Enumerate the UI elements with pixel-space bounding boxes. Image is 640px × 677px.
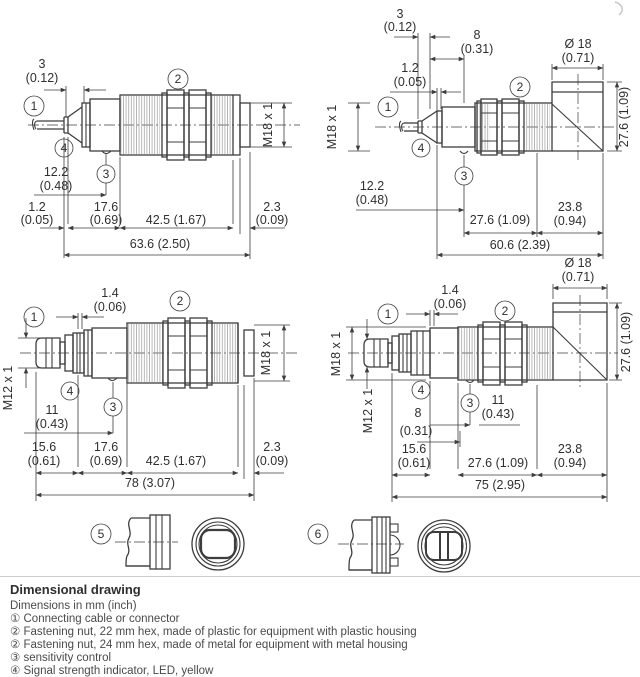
sensor-drawing-straight-cable xyxy=(0,0,320,255)
connector-thread-label: M12 x 1 xyxy=(361,388,375,434)
thread-size-label: M18 x 1 xyxy=(329,331,343,377)
dim-2-3-label: 2.3 xyxy=(263,200,281,214)
callout-2-marker xyxy=(510,77,530,97)
legend-unit-note: Dimensions in mm (inch) xyxy=(10,600,137,612)
callout-5: 5 xyxy=(97,527,105,541)
dim-8-inch-label: (0.31) xyxy=(399,424,433,438)
sensor-drawing-straight-connector xyxy=(0,255,320,500)
dim-15-6-inch-label: (0.61) xyxy=(397,456,431,470)
callout-1-marker xyxy=(24,96,44,116)
callout-6-marker xyxy=(308,524,328,544)
dim-8-label: 8 xyxy=(473,28,481,42)
legend-item-sensitivity-control: ③ sensitivity control xyxy=(10,652,112,664)
sensitivity-control-bump xyxy=(460,151,468,154)
thread-size-label: M18 x 1 xyxy=(261,102,275,148)
connector-thread-label: M12 x 1 xyxy=(1,365,15,411)
callout-4-marker xyxy=(61,382,79,400)
dim-1-4-label: 1.4 xyxy=(441,283,459,297)
callout-4: 4 xyxy=(66,384,74,398)
dim-42-5-label: 42.5 (1.67) xyxy=(145,213,207,227)
dim-12-2-label: 12.2 xyxy=(43,165,69,179)
callout-1: 1 xyxy=(384,307,392,321)
dim-total-label: 75 (2.95) xyxy=(474,478,526,492)
dim-12-2-inch-label: (0.48) xyxy=(355,193,389,207)
dim-1-4-inch-label: (0.06) xyxy=(433,297,467,311)
front-cap-detail-views xyxy=(0,500,640,576)
dimensions xyxy=(1,286,290,501)
callout-1-marker xyxy=(378,97,398,117)
callout-6: 6 xyxy=(314,527,322,541)
callout-2: 2 xyxy=(176,294,184,308)
dim-27-6-label: 27.6 (1.09) xyxy=(467,456,529,470)
dim-head-height-label: 27.6 (1.09) xyxy=(617,86,631,148)
dim-1-4-label: 1.4 xyxy=(101,286,119,300)
callout-1-marker xyxy=(24,307,44,327)
dim-1-2-label: 1.2 xyxy=(401,61,419,75)
callout-3: 3 xyxy=(102,167,110,181)
angled-head xyxy=(552,82,603,151)
callout-4-marker xyxy=(412,381,430,399)
dim-15-6-label: 15.6 xyxy=(401,442,427,456)
dim-1-2-inch-label: (0.05) xyxy=(20,213,54,227)
plastic-cap-front-view xyxy=(192,518,244,570)
page-curl-artifact xyxy=(615,2,622,15)
callout-2-marker xyxy=(168,69,188,89)
callout-1: 1 xyxy=(30,99,38,113)
callout-4: 4 xyxy=(417,141,425,155)
callout-3-marker xyxy=(97,153,115,195)
dim-3-label: 3 xyxy=(38,57,46,71)
callout-1: 1 xyxy=(384,100,392,114)
dim-17-6-inch-label: (0.69) xyxy=(89,213,123,227)
callout-4-marker xyxy=(412,139,430,157)
callout-4: 4 xyxy=(417,383,425,397)
dim-2-3-inch-label: (0.09) xyxy=(255,454,289,468)
dim-3-inch-label: (0.12) xyxy=(383,20,417,34)
metal-cap-front-view xyxy=(418,520,470,572)
legend-item-nut-plastic: ② Fastening nut, 22 mm hex, made of plastic for equipment with plastic housing xyxy=(10,626,417,638)
lens-window xyxy=(426,532,462,560)
dim-3-label: 3 xyxy=(396,7,404,21)
dim-dia-label: Ø 18 xyxy=(564,37,592,51)
dim-1-2-label: 1.2 xyxy=(28,200,46,214)
dim-11-label: 11 xyxy=(45,403,59,417)
dim-27-6-label: 27.6 (1.09) xyxy=(469,213,531,227)
dim-dia-inch-label: (0.71) xyxy=(561,51,595,65)
dim-23-8-inch-label: (0.94) xyxy=(553,456,587,470)
plastic-cap-side-view xyxy=(115,515,178,569)
window-divider-bar xyxy=(440,532,448,560)
callout-3-marker xyxy=(461,384,479,425)
dim-8-label: 8 xyxy=(414,406,422,420)
dim-8-inch-label: (0.31) xyxy=(460,42,494,56)
dim-42-5-label: 42.5 (1.67) xyxy=(145,454,207,468)
legend-item-nut-metal: ② Fastening nut, 24 mm hex, made of metal for equipment with metal housing xyxy=(10,639,408,651)
thread-size-label: M18 x 1 xyxy=(259,330,273,376)
sensor-body xyxy=(364,303,607,385)
dim-2-3-label: 2.3 xyxy=(263,440,281,454)
dim-2-3-inch-label: (0.09) xyxy=(255,213,289,227)
dim-23-8-label: 23.8 xyxy=(557,442,583,456)
legend-section xyxy=(0,576,640,677)
thread-size-label: M18 x 1 xyxy=(325,104,339,150)
dim-dia-inch-label: (0.71) xyxy=(561,270,595,284)
dim-17-6-label: 17.6 xyxy=(93,200,119,214)
dim-head-height-label: 27.6 (1.09) xyxy=(619,311,633,373)
legend-title: Dimensional drawing xyxy=(10,582,141,597)
dim-1-4-inch-label: (0.06) xyxy=(93,300,127,314)
dim-1-2-inch-label: (0.05) xyxy=(393,75,427,89)
dim-23-8-label: 23.8 xyxy=(557,200,583,214)
dim-17-6-inch-label: (0.69) xyxy=(89,454,123,468)
dim-11-inch-label: (0.43) xyxy=(481,407,515,421)
dim-12-2-inch-label: (0.48) xyxy=(39,179,73,193)
dimensions xyxy=(329,256,633,502)
lens-window xyxy=(201,530,235,558)
callout-2: 2 xyxy=(501,304,509,318)
sensor-drawing-angled-connector xyxy=(320,255,640,505)
fastening-nut-2 xyxy=(505,322,522,385)
callout-4: 4 xyxy=(60,141,68,155)
callout-3: 3 xyxy=(466,396,474,410)
dim-17-6-label: 17.6 xyxy=(93,440,119,454)
callout-2-marker xyxy=(170,291,190,311)
callout-2-marker xyxy=(495,301,515,321)
callout-1: 1 xyxy=(30,310,38,324)
mirror-diagonal xyxy=(552,104,603,151)
metal-cap-side-view xyxy=(338,517,404,573)
fastening-nut-1 xyxy=(483,322,500,385)
dim-total-label: 63.6 (2.50) xyxy=(129,237,191,251)
sensor-drawing-angled-cable xyxy=(320,0,640,255)
legend-item-connecting-cable: ① Connecting cable or connector xyxy=(10,613,180,625)
dim-11-inch-label: (0.43) xyxy=(35,417,69,431)
dim-11-label: 11 xyxy=(491,393,505,407)
legend-item-signal-strength-led: ④ Signal strength indicator, LED, yellow xyxy=(10,665,214,677)
dimensions xyxy=(21,57,292,259)
callout-3: 3 xyxy=(109,400,117,414)
callout-2: 2 xyxy=(174,72,182,86)
callout-3: 3 xyxy=(460,169,468,183)
callout-1-marker xyxy=(378,304,398,324)
callout-5-marker xyxy=(91,524,111,544)
dim-15-6-label: 15.6 xyxy=(31,440,57,454)
dim-3-inch-label: (0.12) xyxy=(25,71,59,85)
dim-dia-label: Ø 18 xyxy=(564,256,592,270)
dim-23-8-inch-label: (0.94) xyxy=(553,214,587,228)
dim-total-label: 78 (3.07) xyxy=(124,476,176,490)
dim-12-2-label: 12.2 xyxy=(359,179,385,193)
dim-15-6-inch-label: (0.61) xyxy=(27,454,61,468)
callout-2: 2 xyxy=(516,80,524,94)
dim-total-label: 60.6 (2.39) xyxy=(489,238,551,252)
callout-3-marker xyxy=(104,382,122,433)
